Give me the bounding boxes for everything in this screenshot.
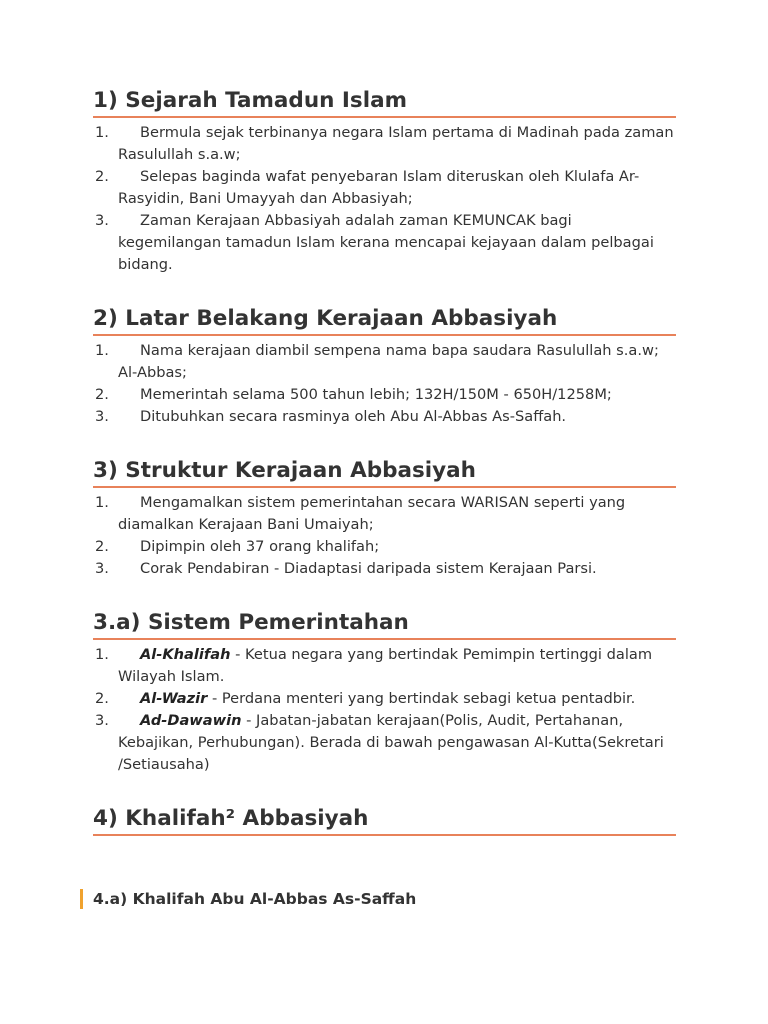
list-item [93, 166, 676, 210]
list-item-text: Nama kerajaan diambil sempena nama bapa saudara Rasulullah s.a.w; Al-Abbas; [118, 342, 659, 381]
document-page [93, 86, 676, 910]
list-item-text: Ditubuhkan secara rasminya oleh Abu Al-Abbas As-Saffah. [140, 408, 567, 425]
section-sejarah-tamadun-islam [93, 86, 676, 276]
section-heading: 3.a) Sistem Pemerintahan [93, 608, 676, 640]
spacer [93, 840, 676, 888]
list-item-text: - Perdana menteri yang bertindak sebagi ketua pentadbir. [207, 690, 636, 707]
list-item-text: Zaman Kerajaan Abbasiyah adalah zaman KEMUNCAK bagi kegemilangan tamadun Islam kerana mencapai kejayaan dalam pelbagai bidang. [118, 212, 654, 273]
section-khalifah-abbasiyah [93, 804, 676, 836]
list-item [93, 406, 676, 428]
list-item-text: Mengamalkan sistem pemerintahan secara WARISAN seperti yang diamalkan Kerajaan Bani Umaiyah; [118, 494, 626, 533]
list-number: 3. [95, 212, 109, 229]
section-heading: 3) Struktur Kerajaan Abbasiyah [93, 456, 676, 488]
numbered-list [93, 644, 676, 776]
list-number: 3. [95, 712, 109, 729]
section-heading: 2) Latar Belakang Kerajaan Abbasiyah [93, 304, 676, 336]
list-number: 2. [95, 168, 109, 185]
numbered-list [93, 340, 676, 428]
list-item [93, 558, 676, 580]
list-item-text: Bermula sejak terbinanya negara Islam pertama di Madinah pada zaman Rasulullah s.a.w; [118, 124, 674, 163]
list-number: 1. [95, 646, 109, 663]
term-label: Al-Khalifah [140, 646, 231, 663]
section-heading: 1) Sejarah Tamadun Islam [93, 86, 676, 118]
list-item [93, 644, 676, 688]
list-item [93, 384, 676, 406]
section-struktur-kerajaan [93, 456, 676, 580]
numbered-list [93, 492, 676, 580]
list-number: 3. [95, 560, 109, 577]
list-item [93, 536, 676, 558]
list-item-text: - Ketua negara yang bertindak Pemimpin tertinggi dalam Wilayah Islam. [118, 646, 653, 685]
list-number: 1. [95, 124, 109, 141]
list-item [93, 710, 676, 776]
list-number: 2. [95, 538, 109, 555]
accent-bar [80, 889, 83, 909]
list-number: 1. [95, 342, 109, 359]
list-item [93, 340, 676, 384]
list-item-text: Corak Pendabiran - Diadaptasi daripada sistem Kerajaan Parsi. [140, 560, 597, 577]
term-label: Al-Wazir [140, 690, 208, 707]
list-item [93, 122, 676, 166]
section-latar-belakang [93, 304, 676, 428]
list-number: 3. [95, 408, 109, 425]
list-item [93, 210, 676, 276]
term-label: Ad-Dawawin [140, 712, 242, 729]
subsection-heading-text: 4.a) Khalifah Abu Al-Abbas As-Saffah [93, 890, 417, 908]
list-item-text: Dipimpin oleh 37 orang khalifah; [140, 538, 380, 555]
list-item [93, 688, 676, 710]
list-number: 1. [95, 494, 109, 511]
list-item-text: Selepas baginda wafat penyebaran Islam diteruskan oleh Klulafa Ar-Rasyidin, Bani Umayyah dan Abbasiyah; [118, 168, 640, 207]
subsection-heading [80, 888, 676, 910]
list-number: 2. [95, 690, 109, 707]
section-heading: 4) Khalifah² Abbasiyah [93, 804, 676, 836]
list-item-text: Memerintah selama 500 tahun lebih; 132H/150M - 650H/1258M; [140, 386, 612, 403]
list-item-text: - Jabatan-jabatan kerajaan(Polis, Audit, Pertahanan, Kebajikan, Perhubungan). Berada di bawah pengawasan Al-Kutta(Sekretari /Setiausaha) [118, 712, 664, 773]
list-number: 2. [95, 386, 109, 403]
section-sistem-pemerintahan [93, 608, 676, 776]
numbered-list [93, 122, 676, 276]
list-item [93, 492, 676, 536]
